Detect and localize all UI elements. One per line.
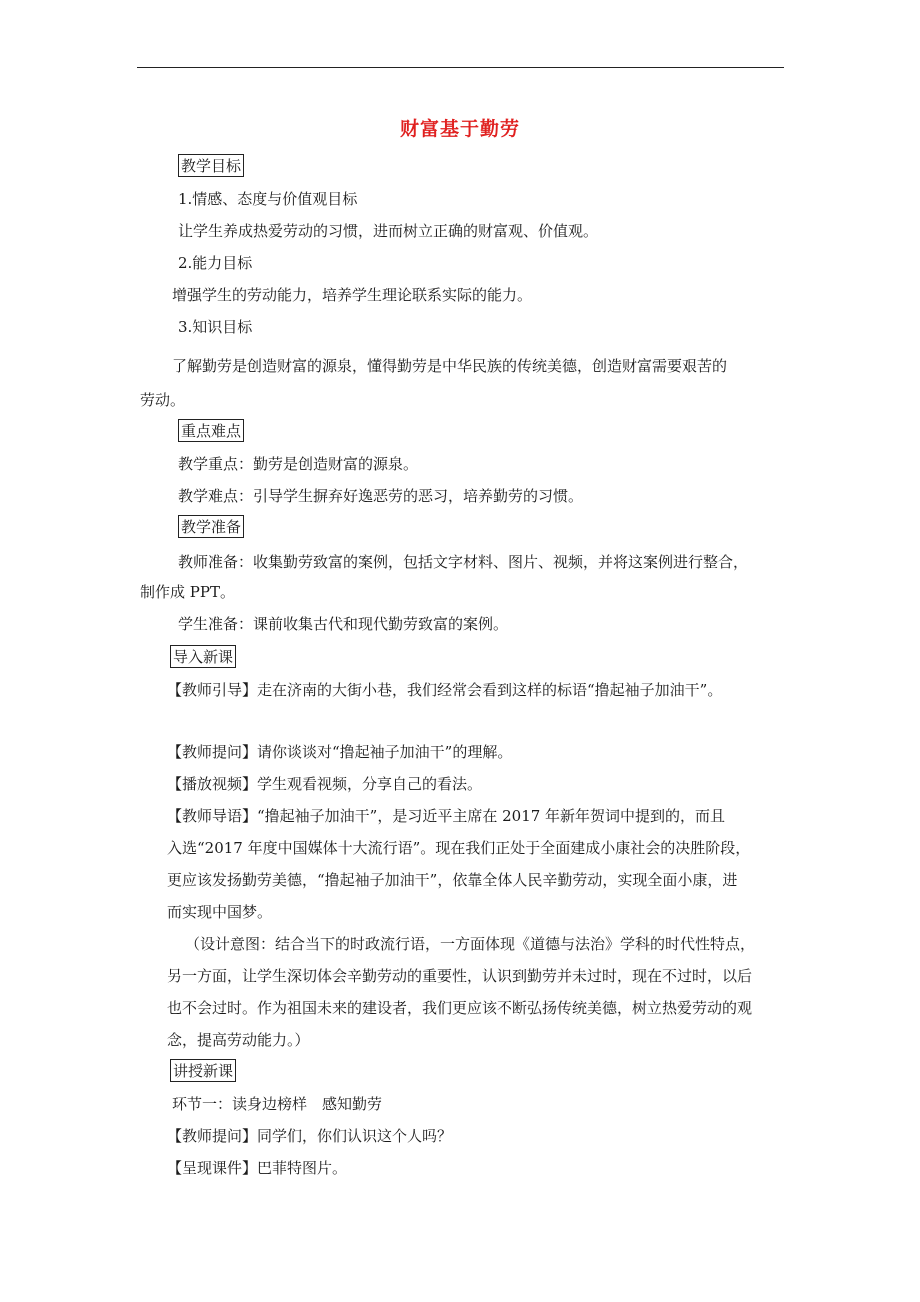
paragraph: 制作成 PPT。 [140, 583, 235, 601]
paragraph: 【播放视频】学生观看视频，分享自己的看法。 [167, 775, 483, 793]
paragraph: 3.知识目标 [178, 318, 253, 336]
paragraph: 【呈现课件】巴菲特图片。 [167, 1159, 348, 1177]
paragraph: 也不会过时。作为祖国未来的建设者，我们更应该不断弘扬传统美德，树立热爱劳动的观 [167, 999, 753, 1017]
section-heading-intro: 导入新课 [170, 645, 236, 668]
paragraph: 了解勤劳是创造财富的源泉，懂得勤劳是中华民族的传统美德，创造财富需要艰苦的 [172, 357, 728, 375]
paragraph: 2.能力目标 [178, 254, 253, 272]
section-heading-prep: 教学准备 [178, 515, 244, 538]
paragraph: 教师准备：收集勤劳致富的案例，包括文字材料、图片、视频，并将这案例进行整合， [178, 553, 749, 571]
paragraph: 教学重点：勤劳是创造财富的源泉。 [178, 455, 419, 473]
paragraph: 环节一：读身边榜样 感知勤劳 [172, 1095, 383, 1113]
paragraph: 而实现中国梦。 [167, 903, 273, 921]
paragraph: 学生准备：课前收集古代和现代勤劳致富的案例。 [178, 615, 509, 633]
paragraph: 另一方面，让学生深切体会辛勤劳动的重要性，认识到勤劳并未过时，现在不过时，以后 [167, 967, 753, 985]
section-heading-key-points: 重点难点 [178, 419, 244, 442]
paragraph: 【教师导语】“撸起袖子加油干”，是习近平主席在 2017 年新年贺词中提到的，而且 [167, 807, 726, 825]
paragraph: 【教师提问】同学们，你们认识这个人吗？ [167, 1127, 453, 1145]
section-heading-goals: 教学目标 [178, 154, 244, 177]
paragraph: 1.情感、态度与价值观目标 [178, 190, 358, 208]
section-heading-new-lesson: 讲授新课 [170, 1059, 236, 1082]
paragraph: 入选“2017 年度中国媒体十大流行语”。现在我们正处于全面建成小康社会的决胜阶段， [167, 839, 751, 857]
paragraph: 念，提高劳动能力。） [167, 1031, 310, 1049]
paragraph: 让学生养成热爱劳动的习惯，进而树立正确的财富观、价值观。 [178, 222, 599, 240]
paragraph: 【教师引导】走在济南的大街小巷，我们经常会看到这样的标语“撸起袖子加油干”。 [167, 681, 723, 699]
paragraph: 劳动。 [140, 391, 186, 409]
paragraph: （设计意图：结合当下的时政流行语，一方面体现《道德与法治》学科的时代性特点， [185, 935, 756, 953]
paragraph: 增强学生的劳动能力，培养学生理论联系实际的能力。 [172, 286, 533, 304]
document-title: 财富基于勤劳 [399, 118, 520, 140]
paragraph: 更应该发扬勤劳美德，“撸起袖子加油干”，依靠全体人民辛勤劳动，实现全面小康，进 [167, 871, 738, 889]
header-rule [137, 67, 784, 68]
paragraph: 教学难点：引导学生摒弃好逸恶劳的恶习，培养勤劳的习惯。 [178, 487, 584, 505]
paragraph: 【教师提问】请你谈谈对“撸起袖子加油干”的理解。 [167, 743, 513, 761]
